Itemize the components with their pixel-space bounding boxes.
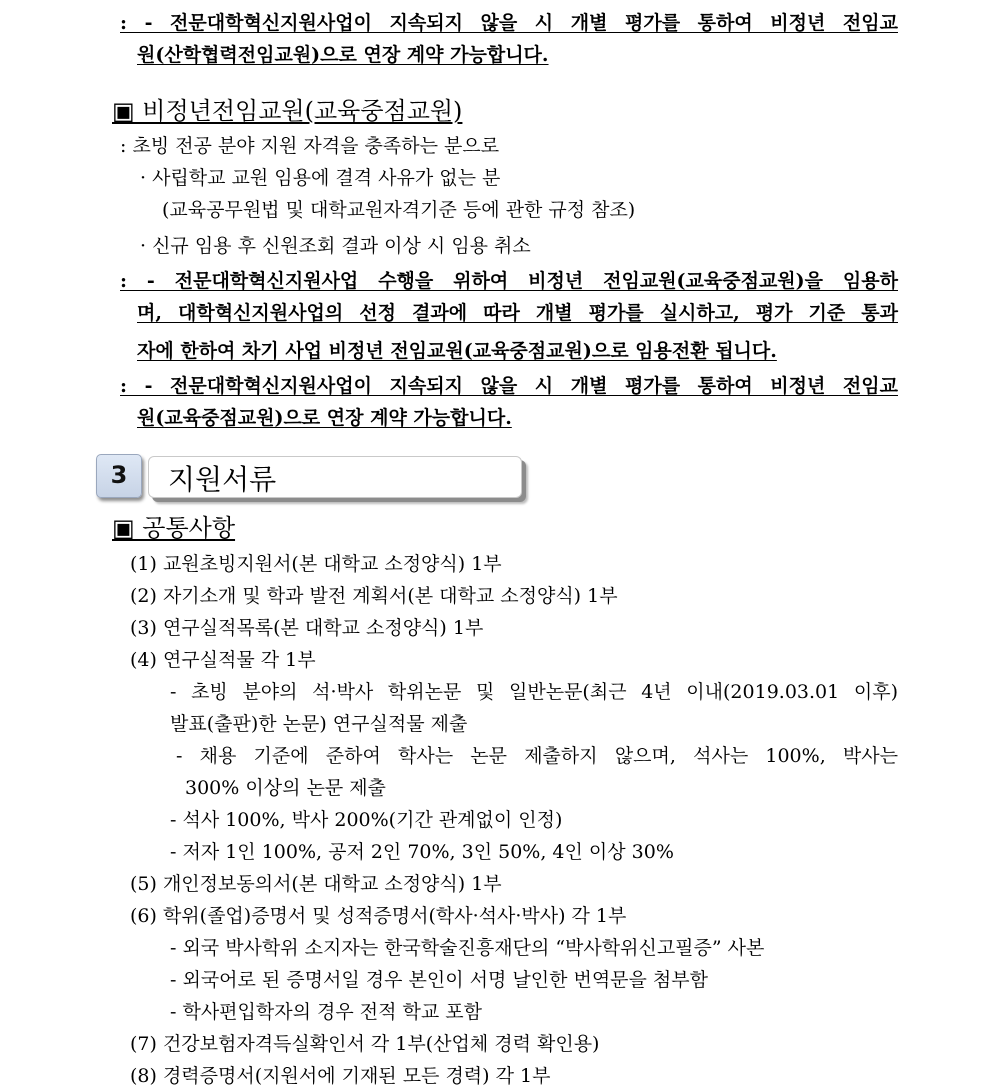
nontenure-note-1-line-2: 며, 대학혁신지원사업의 선정 결과에 따라 개별 평가를 실시하고, 평가 기준 통과 [137, 302, 898, 324]
item4-sub-2: - 채용 기준에 준하여 학사는 논문 제출하지 않으며, 석사는 100%, 박사는 [176, 745, 898, 767]
nontenure-note-1-line-1: : - 전문대학혁신지원사업 수행을 위하여 비정년 전임교원(교육중점교원)을 임용하 [120, 270, 898, 292]
item4-sub-4: - 저자 1인 100%, 공저 2인 70%, 3인 50%, 4인 이상 30% [170, 841, 674, 863]
common-item-4: (4) 연구실적물 각 1부 [130, 649, 316, 671]
item6-sub-1: - 외국 박사학위 소지자는 한국학술진흥재단의 “박사학위신고필증” 사본 [170, 937, 765, 959]
common-item-1: (1) 교원초빙지원서(본 대학교 소정양식) 1부 [130, 553, 502, 575]
common-item-3: (3) 연구실적목록(본 대학교 소정양식) 1부 [130, 617, 484, 639]
item4-sub-1-cont: 발표(출판)한 논문) 연구실적물 제출 [170, 713, 468, 735]
common-item-5: (5) 개인정보동의서(본 대학교 소정양식) 1부 [130, 873, 502, 895]
top-note-line-1: : - 전문대학혁신지원사업이 지속되지 않을 시 개별 평가를 통하여 비정년 전임교 [120, 12, 898, 34]
item4-sub-3: - 석사 100%, 박사 200%(기간 관계없이 인정) [170, 809, 563, 831]
common-item-2: (2) 자기소개 및 학과 발전 계획서(본 대학교 소정양식) 1부 [130, 585, 618, 607]
nontenure-qualification: : 초빙 전공 분야 지원 자격을 충족하는 분으로 [120, 135, 500, 157]
section-nontenure-title: ▣ 비정년전임교원(교육중점교원) [112, 97, 463, 125]
top-note-line-2: 원(산학협력전임교원)으로 연장 계약 가능합니다. [137, 44, 549, 66]
nontenure-note-2-line-2: 원(교육중점교원)으로 연장 계약 가능합니다. [137, 407, 512, 429]
item4-sub-1: - 초빙 분야의 석·박사 학위논문 및 일반논문(최근 4년 이내(2019.03.01 이후) [170, 681, 898, 703]
item6-sub-2: - 외국어로 된 증명서일 경우 본인이 서명 날인한 번역문을 첨부함 [170, 969, 708, 991]
common-title: ▣ 공통사항 [112, 514, 236, 542]
common-item-6: (6) 학위(졸업)증명서 및 성적증명서(학사·석사·박사) 각 1부 [130, 905, 627, 927]
item4-sub-2-cont: 300% 이상의 논문 제출 [185, 777, 386, 799]
nontenure-bullet-2: · 신규 임용 후 신원조회 결과 이상 시 임용 취소 [140, 235, 531, 257]
common-item-7: (7) 건강보험자격득실확인서 각 1부(산업체 경력 확인용) [130, 1033, 600, 1055]
common-item-8: (8) 경력증명서(지원서에 기재된 모든 경력) 각 1부 [130, 1065, 551, 1087]
nontenure-note-1-line-3: 자에 한하여 차기 사업 비정년 전임교원(교육중점교원)으로 임용전환 됩니다. [137, 340, 777, 362]
item6-sub-3: - 학사편입학자의 경우 전적 학교 포함 [170, 1001, 482, 1023]
section-heading-title: 지원서류 [168, 463, 277, 496]
nontenure-note-2-line-1: : - 전문대학혁신지원사업이 지속되지 않을 시 개별 평가를 통하여 비정년 전임교 [120, 375, 898, 397]
nontenure-bullet-1: · 사립학교 교원 임용에 결격 사유가 없는 분 [140, 167, 501, 189]
nontenure-bullet-1-sub: (교육공무원법 및 대학교원자격기준 등에 관한 규정 참조) [162, 199, 636, 221]
section-number-badge: 3 [96, 454, 142, 498]
